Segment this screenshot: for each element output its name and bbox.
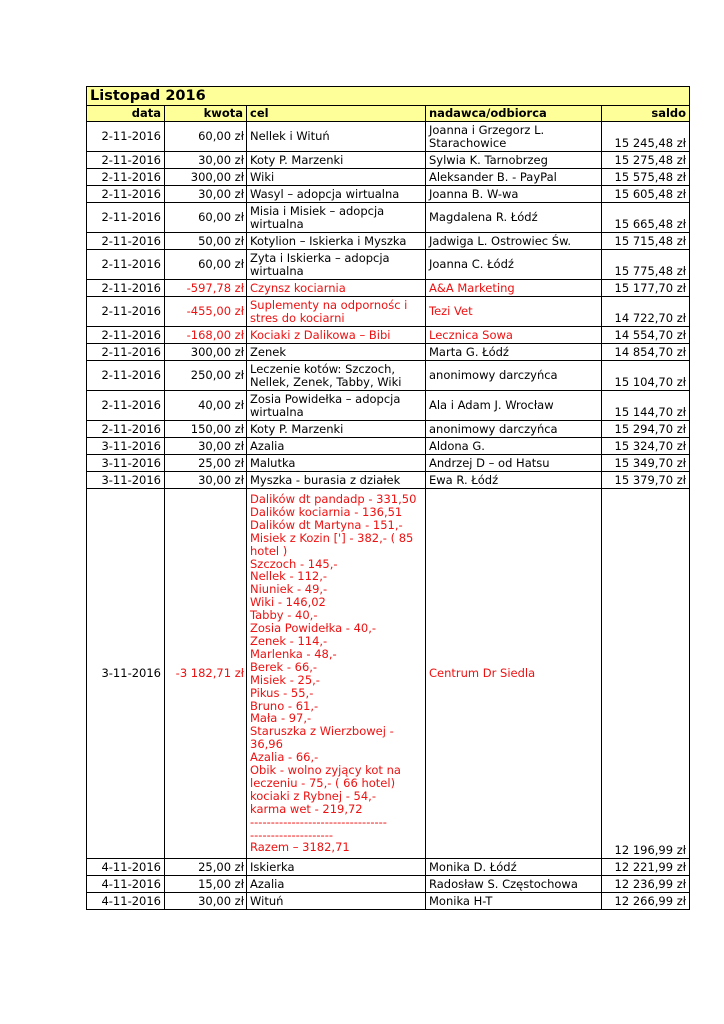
row-purpose: Azalia bbox=[247, 438, 426, 455]
row-purpose: Wiki bbox=[247, 169, 426, 186]
row-amount: 300,00 zł bbox=[165, 344, 247, 361]
header-data: data bbox=[87, 106, 165, 122]
row-purpose: Kotylion – Iskierka i Myszka bbox=[247, 233, 426, 250]
row-amount: -455,00 zł bbox=[165, 297, 247, 327]
row-date: 2-11-2016 bbox=[87, 186, 165, 203]
row-amount: 30,00 zł bbox=[165, 152, 247, 169]
ledger-body bbox=[87, 122, 690, 910]
breakdown-line: Bruno - 61,- bbox=[250, 698, 319, 713]
row-date: 2-11-2016 bbox=[87, 152, 165, 169]
table-row bbox=[87, 297, 690, 327]
row-counterparty: Aleksander B. - PayPal bbox=[426, 169, 602, 186]
row-date: 2-11-2016 bbox=[87, 421, 165, 438]
breakdown-line: Dalików dt pandadp - 331,50 bbox=[250, 492, 417, 506]
row-purpose: Leczenie kotów: Szczoch, Nellek, Zenek, Tabby, Wiki bbox=[247, 361, 426, 391]
table-row bbox=[87, 893, 690, 910]
ledger-sheet bbox=[86, 86, 689, 910]
row-counterparty: Monika H-T bbox=[426, 893, 602, 910]
row-date: 2-11-2016 bbox=[87, 361, 165, 391]
row-counterparty: Joanna B. W-wa bbox=[426, 186, 602, 203]
row-counterparty: anonimowy darczyńca bbox=[426, 421, 602, 438]
row-counterparty: Jadwiga L. Ostrowiec Św. bbox=[426, 233, 602, 250]
row-balance: 12 266,99 zł bbox=[602, 893, 690, 910]
row-amount: 30,00 zł bbox=[165, 438, 247, 455]
row-counterparty: Ala i Adam J. Wrocław bbox=[426, 391, 602, 421]
breakdown-line: Pikus - 55,- bbox=[250, 685, 314, 700]
row-counterparty: Monika D. Łódź bbox=[426, 859, 602, 876]
row-amount: 150,00 zł bbox=[165, 421, 247, 438]
row-counterparty: A&A Marketing bbox=[426, 280, 602, 297]
row-amount: 30,00 zł bbox=[165, 893, 247, 910]
row-amount: 40,00 zł bbox=[165, 391, 247, 421]
row-date: 4-11-2016 bbox=[87, 876, 165, 893]
row-purpose: Wasyl – adopcja wirtualna bbox=[247, 186, 426, 203]
breakdown-line: Berek - 66,- bbox=[250, 659, 318, 674]
breakdown-line: hotel ) bbox=[250, 543, 288, 558]
row-purpose: Koty P. Marzenki bbox=[247, 152, 426, 169]
row-balance: 14 722,70 zł bbox=[602, 297, 690, 327]
row-balance: 15 379,70 zł bbox=[602, 472, 690, 489]
breakdown-line: Zenek - 114,- bbox=[250, 633, 328, 648]
row-counterparty: Marta G. Łódź bbox=[426, 344, 602, 361]
breakdown-line: --------------------------------- bbox=[250, 814, 387, 829]
table-row bbox=[87, 472, 690, 489]
breakdown-line: Mała - 97,- bbox=[250, 711, 312, 726]
table-row bbox=[87, 280, 690, 297]
table-row bbox=[87, 361, 690, 391]
row-counterparty: Andrzej D – od Hatsu bbox=[426, 455, 602, 472]
breakdown-line: Nellek - 112,- bbox=[250, 569, 328, 584]
row-amount: -597,78 zł bbox=[165, 280, 247, 297]
row-balance: 12 236,99 zł bbox=[602, 876, 690, 893]
row-purpose: Koty P. Marzenki bbox=[247, 421, 426, 438]
table-row bbox=[87, 421, 690, 438]
row-date: 2-11-2016 bbox=[87, 391, 165, 421]
table-row bbox=[87, 203, 690, 233]
row-purpose: Myszka - burasia z działek bbox=[247, 472, 426, 489]
row-date: 2-11-2016 bbox=[87, 344, 165, 361]
row-purpose: Iskierka bbox=[247, 859, 426, 876]
row-amount: 15,00 zł bbox=[165, 876, 247, 893]
row-amount: 60,00 zł bbox=[165, 203, 247, 233]
row-purpose: Azalia bbox=[247, 876, 426, 893]
ledger-table bbox=[86, 86, 690, 910]
breakdown-line: Marlenka - 48,- bbox=[250, 646, 337, 661]
row-balance: 12 196,99 zł bbox=[602, 489, 690, 859]
table-row bbox=[87, 438, 690, 455]
row-balance: 15 294,70 zł bbox=[602, 421, 690, 438]
row-purpose: Zosia Powidełka – adopcja wirtualna bbox=[247, 391, 426, 421]
table-row bbox=[87, 344, 690, 361]
sheet-title: Listopad 2016 bbox=[87, 87, 690, 106]
row-balance: 15 715,48 zł bbox=[602, 233, 690, 250]
header-kwota: kwota bbox=[165, 106, 247, 122]
row-balance: 12 221,99 zł bbox=[602, 859, 690, 876]
row-date: 2-11-2016 bbox=[87, 122, 165, 152]
row-balance: 15 775,48 zł bbox=[602, 250, 690, 280]
row-balance: 15 104,70 zł bbox=[602, 361, 690, 391]
row-amount: 30,00 zł bbox=[165, 472, 247, 489]
row-date: 2-11-2016 bbox=[87, 327, 165, 344]
table-row bbox=[87, 250, 690, 280]
header-who: nadawca/odbiorca bbox=[426, 106, 602, 122]
row-purpose: Zenek bbox=[247, 344, 426, 361]
row-counterparty: Ewa R. Łódź bbox=[426, 472, 602, 489]
table-row bbox=[87, 327, 690, 344]
row-date: 2-11-2016 bbox=[87, 280, 165, 297]
breakdown-line: karma wet - 219,72 bbox=[250, 801, 363, 816]
row-balance: 15 324,70 zł bbox=[602, 438, 690, 455]
row-date: 2-11-2016 bbox=[87, 169, 165, 186]
row-date: 2-11-2016 bbox=[87, 297, 165, 327]
row-date: 4-11-2016 bbox=[87, 893, 165, 910]
row-amount: 50,00 zł bbox=[165, 233, 247, 250]
breakdown-line: Szczoch - 145,- bbox=[250, 556, 338, 571]
row-counterparty: anonimowy darczyńca bbox=[426, 361, 602, 391]
row-date: 2-11-2016 bbox=[87, 250, 165, 280]
row-amount: -168,00 zł bbox=[165, 327, 247, 344]
row-balance: 15 665,48 zł bbox=[602, 203, 690, 233]
row-balance: 15 575,48 zł bbox=[602, 169, 690, 186]
row-counterparty: Tezi Vet bbox=[426, 297, 602, 327]
row-amount: 30,00 zł bbox=[165, 186, 247, 203]
breakdown-line: Tabby - 40,- bbox=[250, 608, 318, 623]
row-balance: 15 177,70 zł bbox=[602, 280, 690, 297]
breakdown-line: Staruszka z Wierzbowej - bbox=[250, 724, 394, 739]
row-balance: 15 144,70 zł bbox=[602, 391, 690, 421]
row-date: 3-11-2016 bbox=[87, 489, 165, 859]
table-row bbox=[87, 876, 690, 893]
table-row bbox=[87, 489, 690, 859]
row-amount: 300,00 zł bbox=[165, 169, 247, 186]
row-purpose: Malutka bbox=[247, 455, 426, 472]
table-row bbox=[87, 152, 690, 169]
row-balance: 15 275,48 zł bbox=[602, 152, 690, 169]
row-counterparty: Sylwia K. Tarnobrzeg bbox=[426, 152, 602, 169]
row-counterparty: Lecznica Sowa bbox=[426, 327, 602, 344]
row-purpose: Kociaki z Dalikowa – Bibi bbox=[247, 327, 426, 344]
row-amount: 60,00 zł bbox=[165, 250, 247, 280]
row-purpose: Suplementy na odpornośc i stres do kociarni bbox=[247, 297, 426, 327]
header-saldo: saldo bbox=[602, 106, 690, 122]
row-counterparty: Magdalena R. Łódź bbox=[426, 203, 602, 233]
table-row bbox=[87, 455, 690, 472]
breakdown-line: Razem – 3182,71 bbox=[250, 840, 350, 855]
breakdown-line: -------------------- bbox=[250, 827, 333, 842]
header-row bbox=[87, 106, 690, 122]
table-row bbox=[87, 169, 690, 186]
row-purpose: Nellek i Wituń bbox=[247, 122, 426, 152]
breakdown-line: Wiki - 146,02 bbox=[250, 595, 326, 610]
breakdown-line: leczeniu - 75,- ( 66 hotel) bbox=[250, 775, 396, 790]
row-purpose: Zyta i Iskierka – adopcja wirtualna bbox=[247, 250, 426, 280]
breakdown-line: Azalia - 66,- bbox=[250, 750, 319, 765]
row-purpose: Misia i Misiek – adopcja wirtualna bbox=[247, 203, 426, 233]
breakdown-line: Misiek z Kozin ['] - 382,- ( 85 bbox=[250, 530, 414, 545]
table-row bbox=[87, 859, 690, 876]
row-date: 2-11-2016 bbox=[87, 233, 165, 250]
breakdown-line: Dalików dt Martyna - 151,- bbox=[250, 517, 403, 532]
row-counterparty: Centrum Dr Siedla bbox=[426, 489, 602, 859]
title-row bbox=[87, 87, 690, 106]
table-row bbox=[87, 122, 690, 152]
breakdown-line: kociaki z Rybnej - 54,- bbox=[250, 788, 376, 803]
row-amount: 25,00 zł bbox=[165, 455, 247, 472]
row-amount: 60,00 zł bbox=[165, 122, 247, 152]
breakdown-line: Obik - wolno zyjący kot na bbox=[250, 763, 401, 778]
row-balance: 15 245,48 zł bbox=[602, 122, 690, 152]
row-purpose: Czynsz kociarnia bbox=[247, 280, 426, 297]
table-row bbox=[87, 233, 690, 250]
row-counterparty: Aldona G. bbox=[426, 438, 602, 455]
breakdown-line: Zosia Powidełka - 40,- bbox=[250, 621, 377, 636]
row-date: 4-11-2016 bbox=[87, 859, 165, 876]
row-counterparty: Radosław S. Częstochowa bbox=[426, 876, 602, 893]
row-date: 3-11-2016 bbox=[87, 455, 165, 472]
row-balance: 15 349,70 zł bbox=[602, 455, 690, 472]
row-date: 2-11-2016 bbox=[87, 203, 165, 233]
breakdown-line: Niuniek - 49,- bbox=[250, 582, 328, 597]
row-balance: 14 854,70 zł bbox=[602, 344, 690, 361]
row-amount: 250,00 zł bbox=[165, 361, 247, 391]
header-cel: cel bbox=[247, 106, 426, 122]
row-purpose-breakdown bbox=[247, 489, 426, 859]
row-date: 3-11-2016 bbox=[87, 472, 165, 489]
breakdown-line: Misiek - 25,- bbox=[250, 672, 320, 687]
row-date: 3-11-2016 bbox=[87, 438, 165, 455]
table-row bbox=[87, 391, 690, 421]
row-balance: 14 554,70 zł bbox=[602, 327, 690, 344]
row-amount: 25,00 zł bbox=[165, 859, 247, 876]
row-purpose: Wituń bbox=[247, 893, 426, 910]
row-amount: -3 182,71 zł bbox=[165, 489, 247, 859]
breakdown-line: 36,96 bbox=[250, 737, 283, 752]
row-counterparty: Joanna i Grzegorz L. Starachowice bbox=[426, 122, 602, 152]
row-balance: 15 605,48 zł bbox=[602, 186, 690, 203]
table-row bbox=[87, 186, 690, 203]
row-counterparty: Joanna C. Łódź bbox=[426, 250, 602, 280]
breakdown-line: Dalików kociarnia - 136,51 bbox=[250, 504, 403, 519]
